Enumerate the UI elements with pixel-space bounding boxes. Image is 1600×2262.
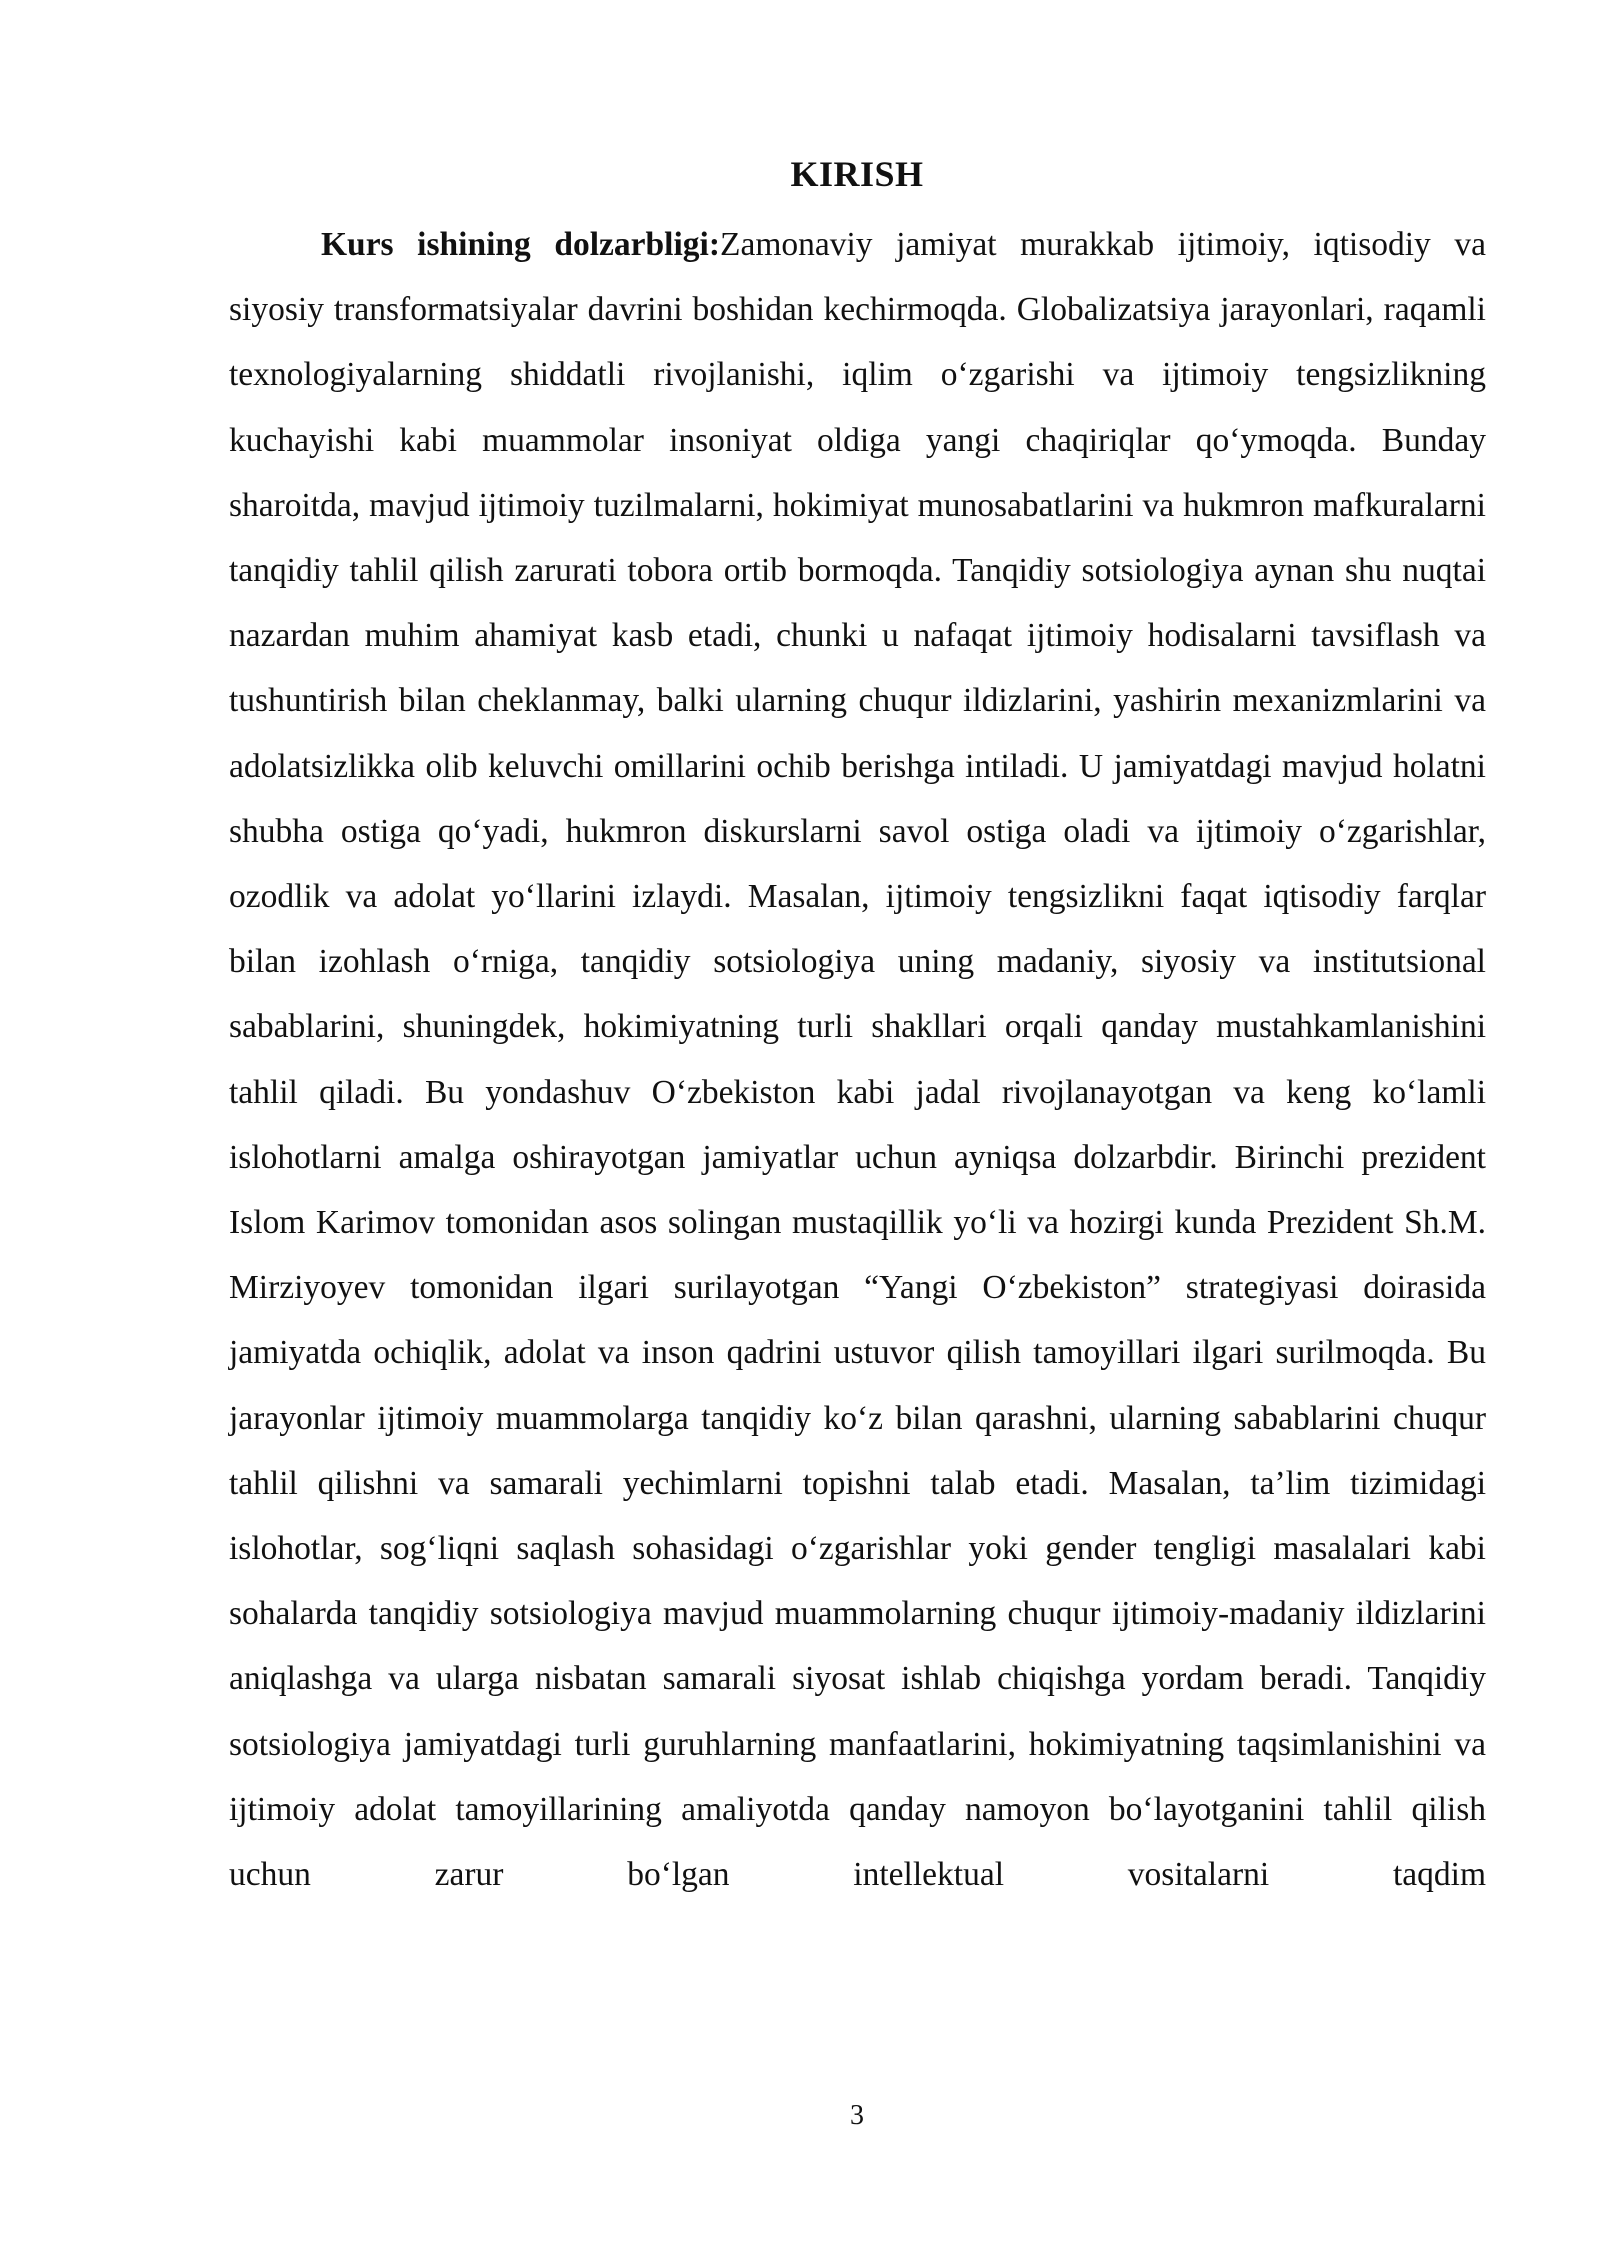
page-number: 3 [850,2100,864,2131]
paragraph-text: Zamonaviy jamiyat murakkab ijtimoiy, iqtisodiy va siyosiy transformatsiyalar davrini boshidan kechirmoqda. Globalizatsiya jarayonlari, raqamli texnologiyalarning shiddatli rivojlanishi, iqlim o‘zgarishi va ijtimoiy tengsizlikning kuchayishi kabi muammolar insoniyat oldiga yangi chaqiriqlar qo‘ymoqda. Bunday sharoitda, mavjud ijtimoiy tuzilmalarni, hokimiyat munosabatlarini va hukmron mafkuralarni tanqidiy tahlil qilish zarurati tobora ortib bormoqda. Tanqidiy sotsiologiya aynan shu nuqtai nazardan muhim ahamiyat kasb etadi, chunki u nafaqat ijtimoiy hodisalarni tavsiflash va tushuntirish bilan cheklanmay, balki ularning chuqur ildizlarini, yashirin mexanizmlarini va adolatsizlikka olib keluvchi omillarini ochib berishga intiladi. U jamiyatdagi mavjud holatni shubha ostiga qo‘yadi, hukmron diskurslarni savol ostiga oladi va ijtimoiy o‘zgarishlar, ozodlik va adolat yo‘llarini izlaydi. Masalan, ijtimoiy tengsizlikni faqat iqtisodiy farqlar bilan izohlash o‘rniga, tanqidiy sotsiologiya uning madaniy, siyosiy va institutsional sabablarini, shuningdek, hokimiyatning turli shakllari orqali qanday mustahkamlanishini tahlil qiladi. Bu yondashuv O‘zbekiston kabi jadal rivojlanayotgan va keng ko‘lamli islohotlarni amalga oshirayotgan jamiyatlar uchun ayniqsa dolzarbdir. Birinchi prezident Islom Karimov tomonidan asos solingan mustaqillik yo‘li va hozirgi kunda Prezident Sh.M. Mirziyoyev tomonidan ilgari surilayotgan “Yangi O‘zbekiston” strategiyasi doirasida jamiyatda ochiqlik, adolat va inson qadrini ustuvor qilish tamoyillari ilgari surilmoqda. Bu jarayonlar ijtimoiy muammolarga tanqidiy ko‘z bilan qarashni, ularning sabablarini chuqur tahlil qilishni va samarali yechimlarni topishni talab etadi. Masalan, ta’lim tizimidagi islohotlar, sog‘liqni saqlash sohasidagi o‘zgarishlar yoki gender tengligi masalalari kabi sohalarda tanqidiy sotsiologiya mavjud muammolarning chuqur ijtimoiy-madaniy ildizlarini aniqlashga va ularga nisbatan samarali siyosat ishlab chiqishga yordam beradi. Tanqidiy sotsiologiya jamiyatdagi turli guruhlarning manfaatlarini, hokimiyatning taqsimlanishini va ijtimoiy adolat tamoyillarining amaliyotda qanday namoyon bo‘layotganini tahlil qilish uchun zarur bo‘lgan intellektual vositalarni taqdim [229,226,1486,1894]
body-paragraph [229,212,1486,1907]
paragraph-lead: Kurs ishining dolzarbligi: [321,226,720,263]
section-heading: KIRISH [790,154,924,194]
